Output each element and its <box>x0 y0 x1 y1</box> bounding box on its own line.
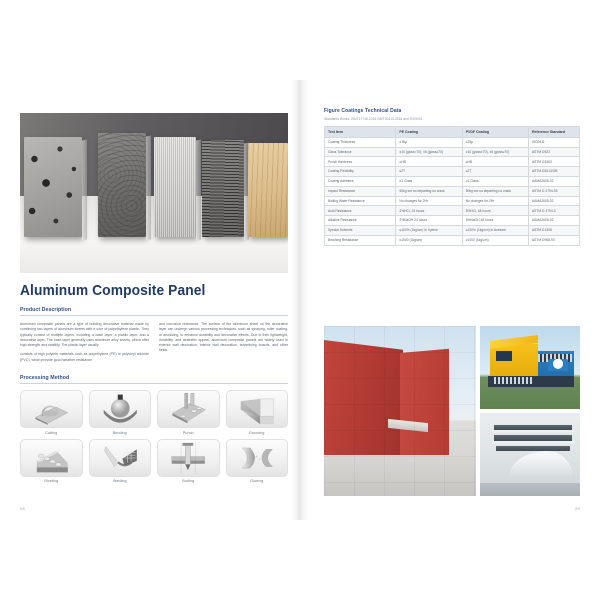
table-cell: 2%HCl, 24 hours <box>396 206 462 216</box>
table-cell: AAMA2605-02 <box>528 196 579 206</box>
table-cell: ≥HB <box>462 157 528 167</box>
table-cell: ASTM D968-93 <box>528 235 579 245</box>
table-cell: Special Solvents <box>325 225 396 235</box>
table-cell: No changes for 2Hr <box>396 196 462 206</box>
processing-method-label: Riveting <box>44 479 59 484</box>
table-row <box>325 157 580 167</box>
glueing-icon <box>226 439 289 477</box>
column-header: PVDF Coating <box>462 126 528 137</box>
table-cell: 2%NaOH 24 hours <box>396 216 462 226</box>
wood-grain-panel <box>248 143 288 237</box>
processing-method-label: Bolting <box>182 479 195 484</box>
description-paragraph: Aluminum composite panels are a type of building decorative material made by combining two layers of aluminum sheets with a core of polyethylene plastic. They typically consist of multiple layers, including a base layer, a plastic layer, and a decorative layer. The base layer generally uses aluminum alloy sheets, which offer high strength and stability. The plastic layer usually <box>20 322 149 348</box>
table-cell: ASTM D 3794-3 <box>528 206 579 216</box>
table-cell: Boiling Water Resistance <box>325 196 396 206</box>
table-cell: No changes for 2Hr <box>462 196 528 206</box>
table-cell: ≥100% (1kg/cm) in Xylene <box>396 225 462 235</box>
table-cell: ≤2T <box>462 167 528 177</box>
table-row <box>325 235 580 245</box>
brushed-silver-panel <box>154 137 196 237</box>
processing-method-item <box>20 390 83 435</box>
description-paragraph: and corrosion resistance. The surface of the aluminum sheet on the decorative layer can undergo various processing techniques, such as spraying, roller coating, or anodizing, to enhance durability and decorative effects. Due to their lightweight, durability, and aesthetic appeal, aluminum composite panels are widely used in exterior wall decoration, interior wall decoration, advertising boards, and other fields. <box>159 322 288 353</box>
standards-note: Standards Works: GB/T17748-2016,GB/T20413-2016 and ISO9001 <box>324 116 423 121</box>
table-row <box>325 147 580 157</box>
table-cell: ASTM D5213/GB <box>528 167 579 177</box>
table-cell: ≥HB <box>396 157 462 167</box>
table-cell: ≤2T <box>396 167 462 177</box>
processing-method-grid <box>20 390 288 483</box>
table-cell: ≥1 Class <box>396 177 462 187</box>
table-cell: AAMA2605-02 <box>528 216 579 226</box>
column-header: Test Item <box>325 126 396 137</box>
processing-method-item <box>20 439 83 484</box>
table-row <box>325 196 580 206</box>
processing-method-item <box>157 439 220 484</box>
description-column-1 <box>20 322 149 367</box>
table-row <box>325 186 580 196</box>
dark-textured-panel <box>202 140 244 237</box>
table-cell: Gloss Tolerance <box>325 147 396 157</box>
table-cell: ≥100% (1kg/cm) in Acetone <box>462 225 528 235</box>
table-row <box>325 177 580 187</box>
product-description-heading: Product Description <box>20 307 72 313</box>
red-facade-building-photo <box>324 326 476 496</box>
processing-method-item <box>89 390 152 435</box>
processing-method-label: Welding <box>112 479 127 484</box>
table-cell: 50kg·cm no departing no crack <box>396 186 462 196</box>
gray-curved-building-photo <box>480 413 580 496</box>
table-cell: ≥1500 (1kg/cm) <box>396 235 462 245</box>
stone-terrazzo-panel <box>24 137 82 237</box>
table-cell: ASTM D523 <box>528 147 579 157</box>
yellow-blue-factory-photo <box>480 326 580 409</box>
processing-method-item <box>226 390 289 435</box>
description-divider <box>20 315 288 316</box>
table-cell: Coating Flexibility <box>325 167 396 177</box>
photo-column <box>480 326 580 496</box>
processing-method-item <box>89 439 152 484</box>
table-cell: ≥1000 (1kg/cm) <box>462 235 528 245</box>
table-cell: ASTM D1308 <box>528 225 579 235</box>
product-description-body <box>20 322 288 367</box>
table-cell: Acid Resistance <box>325 206 396 216</box>
table-title: Figure Coatings Technical Data <box>324 108 402 114</box>
brochure-spread <box>0 80 600 520</box>
table-row <box>325 167 580 177</box>
processing-method-label: Glueing <box>250 479 264 484</box>
column-header: Reference Standard <box>528 126 579 137</box>
table-cell: ±10 (gloss<70), ±5 (gloss≥70) <box>462 147 528 157</box>
page-title: Aluminum Composite Panel <box>20 282 206 299</box>
processing-method-label: Bending <box>112 430 127 435</box>
welding-icon <box>89 439 152 477</box>
table-row <box>325 216 580 226</box>
table-row <box>325 225 580 235</box>
right-page <box>300 80 600 520</box>
table-row <box>325 137 580 147</box>
table-cell: ±10 (gloss<70), ±5 (gloss≥70) <box>396 147 462 157</box>
description-paragraph: consists of high polymer materials such as polyethylene (PE) or polyvinyl chloride (PVC), which provide good weather resistance <box>20 352 149 362</box>
table-header-row <box>325 126 580 137</box>
table-cell: ASTM D3363 <box>528 157 579 167</box>
table-cell: Brushing Resistance <box>325 235 396 245</box>
riveting-icon <box>20 439 83 477</box>
table-cell: ≥25μ <box>462 137 528 147</box>
bolting-icon <box>157 439 220 477</box>
table-cell: Coating Thickness <box>325 137 396 147</box>
processing-method-label: Grooving <box>249 430 265 435</box>
table-cell: ≥1 Class <box>462 177 528 187</box>
grooving-icon <box>226 390 289 428</box>
processing-method-heading: Processing Method <box>20 375 70 382</box>
table-row <box>325 206 580 216</box>
table-cell: Alkaline Resistance <box>325 216 396 226</box>
table-cell: 5%NaOH 48 hours <box>462 216 528 226</box>
architecture-photo-grid <box>324 326 580 496</box>
punch-icon <box>157 390 220 428</box>
left-page <box>0 80 300 520</box>
page-number-right: 09 <box>574 506 580 511</box>
column-header: PE Coating <box>396 126 462 137</box>
description-column-2 <box>159 322 288 367</box>
hero-product-photo <box>20 113 288 273</box>
table-cell: ISO2411 <box>528 137 579 147</box>
table-cell: 5%HCl, 48 hours <box>462 206 528 216</box>
bending-icon <box>89 390 152 428</box>
coatings-technical-data-table <box>324 126 580 246</box>
table-cell: AAMA2605-02 <box>528 177 579 187</box>
processing-method-label: Cutting <box>45 430 58 435</box>
table-cell: Coating Adhesive <box>325 177 396 187</box>
table-cell: Pencil Hardness <box>325 157 396 167</box>
table-cell: ≥18μ <box>396 137 462 147</box>
processing-method-item <box>157 390 220 435</box>
processing-method-label: Punch <box>182 430 194 435</box>
table-cell: 50kg·cm no departing no crack <box>462 186 528 196</box>
cutting-icon <box>20 390 83 428</box>
processing-divider <box>20 383 288 384</box>
granite-panel <box>98 133 146 237</box>
table-cell: ASTM D 2794-93 <box>528 186 579 196</box>
table-cell: Impact Resistance <box>325 186 396 196</box>
page-number-left: 08 <box>20 506 26 511</box>
processing-method-item <box>226 439 289 484</box>
